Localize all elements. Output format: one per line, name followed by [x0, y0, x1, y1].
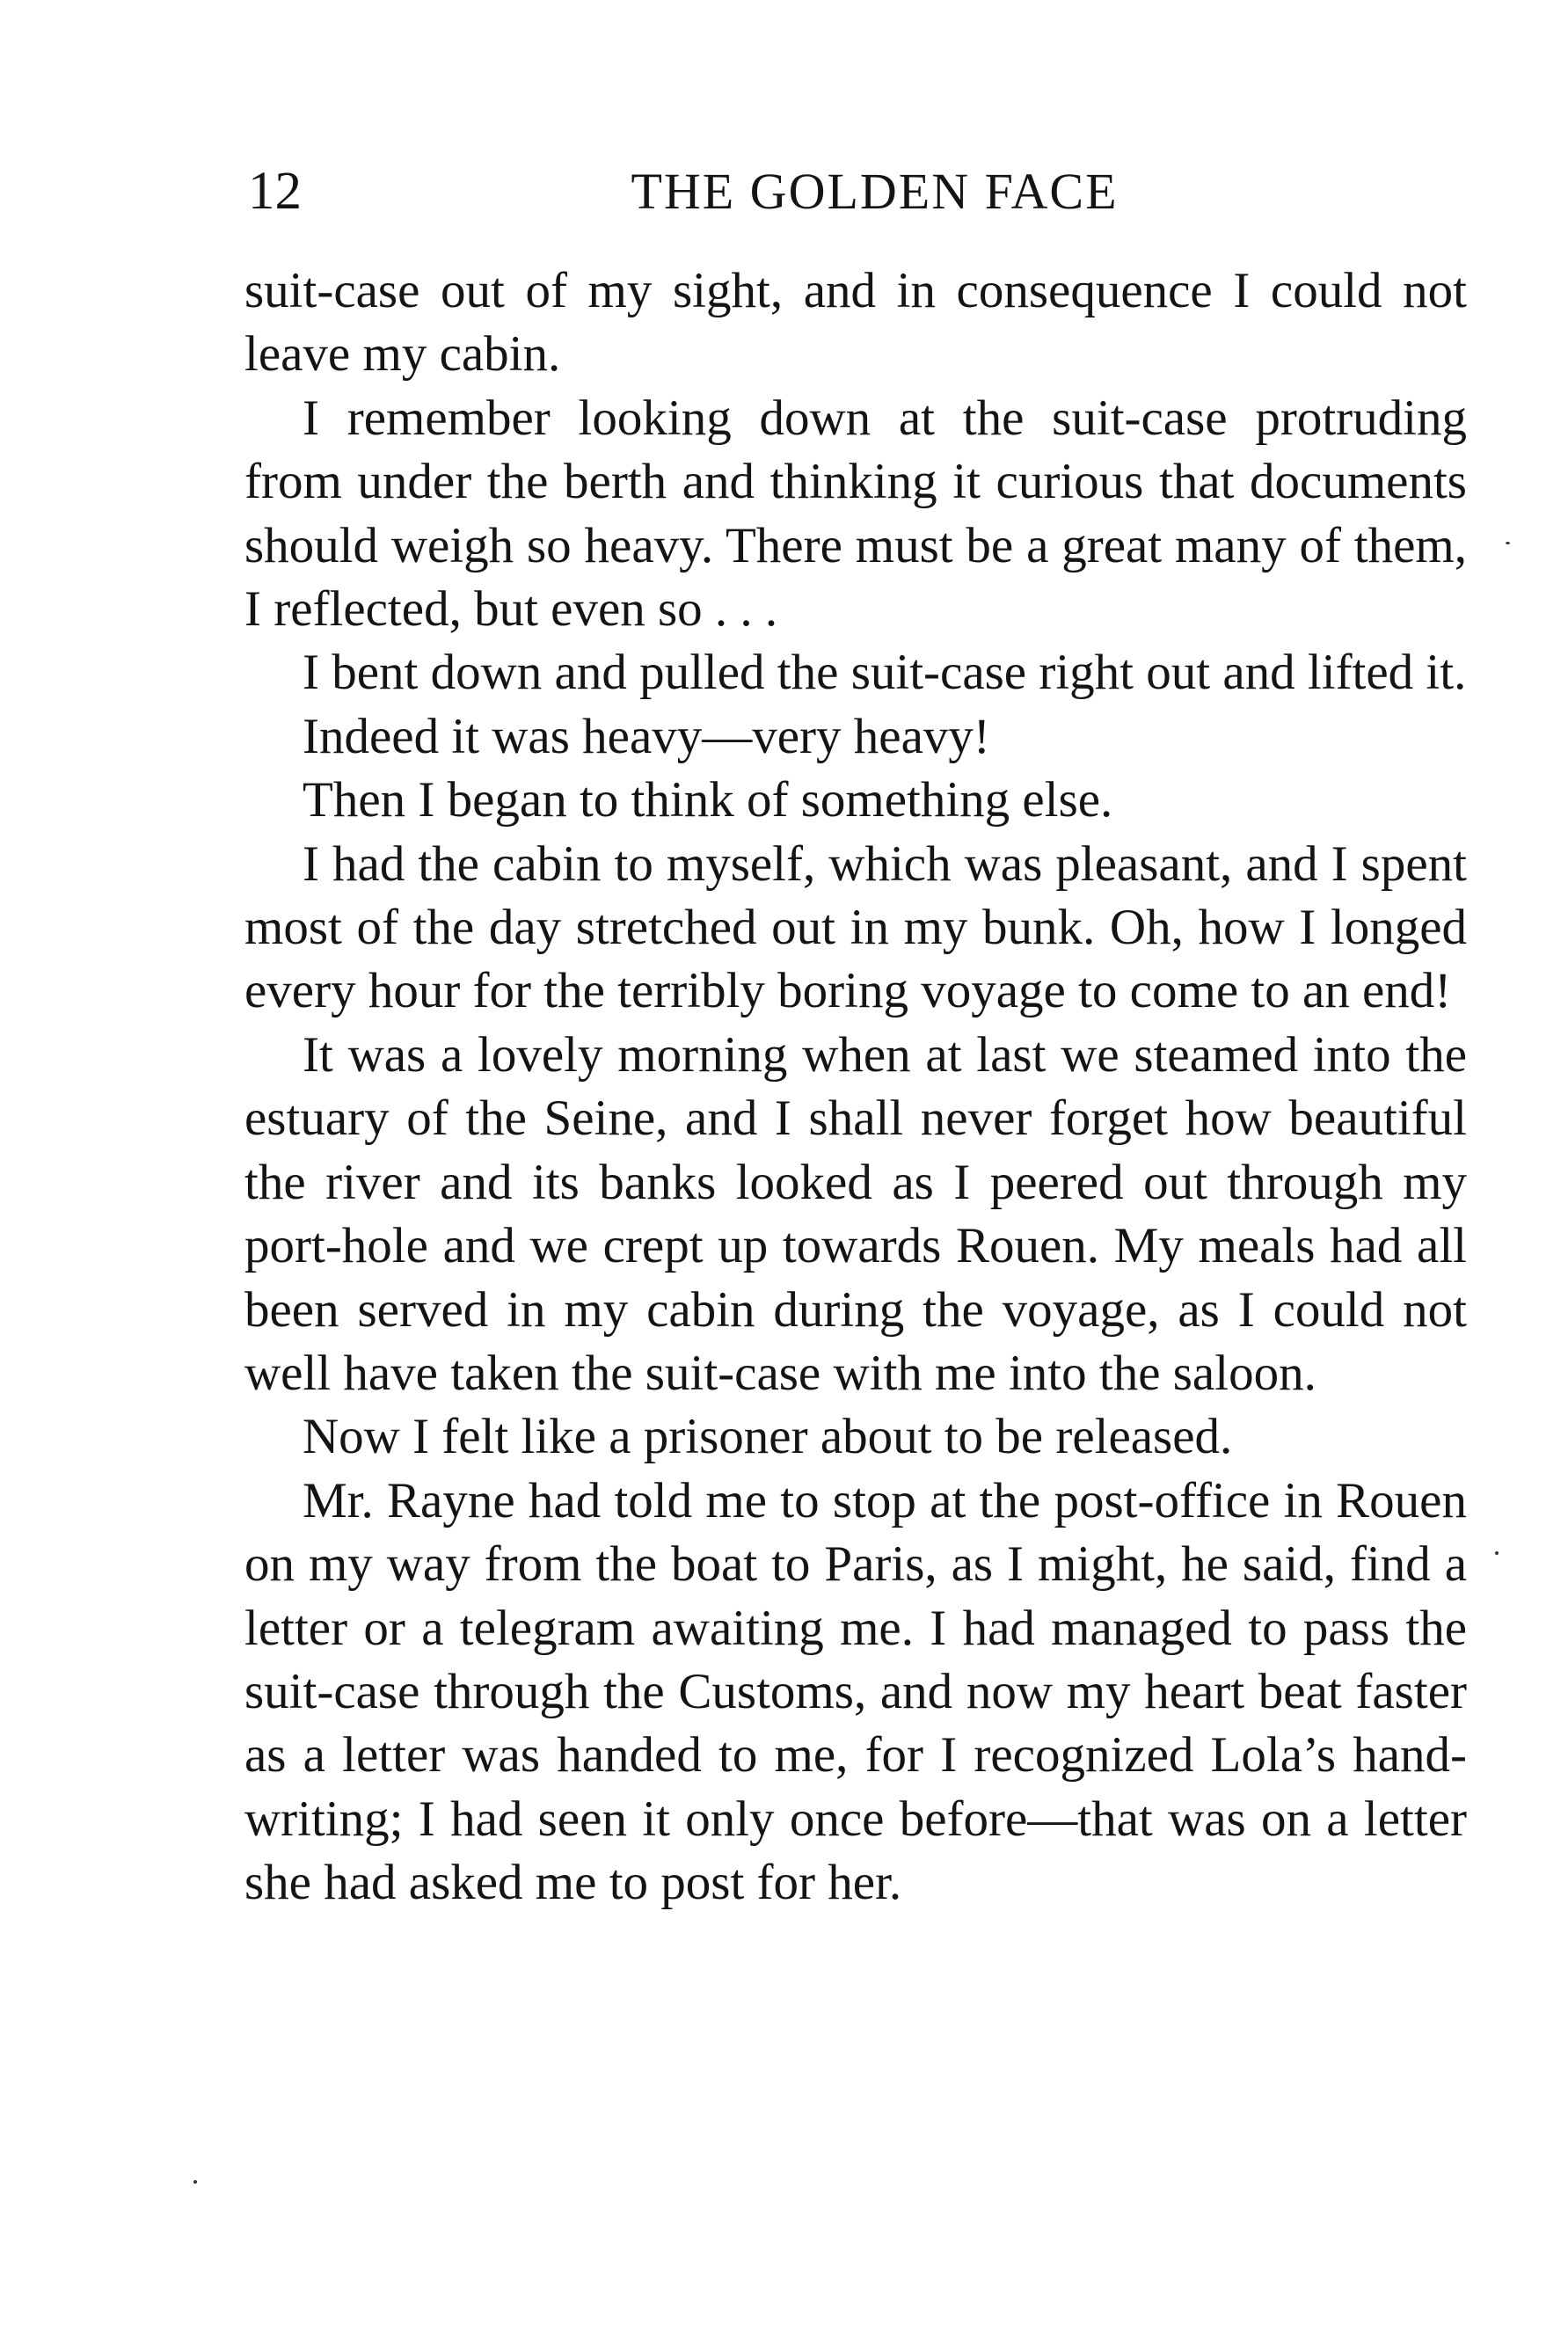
paragraph: I had the cabin to myself, which was pleasant, and I spent most of the day stretched out in my bunk. Oh, how I longed every hour for the terribly boring voyage to come to an end!: [244, 835, 1467, 1019]
scan-speck: [1495, 1551, 1499, 1555]
paragraph: It was a lovely morning when at last we steamed into the estuary of the Seine, and I shall never forget how beautiful the river and its banks looked as I peered out through my port-hole and we crept up towards Rouen. My meals had all been served in my cabin during the voyage, as I could not well have taken the suit-case with me into the saloon.: [244, 1026, 1467, 1401]
paragraph: Mr. Rayne had told me to stop at the post-office in Rouen on my way from the boat to Paris, as I might, he said, find a letter or a telegram awaiting me. I had managed to pass the suit-case through the Customs, and now my heart beat faster as a letter was handed to me, for I recognized Lola’s handwriting; I had seen it only once before—that was on a letter she had asked me to post for her.: [244, 1472, 1467, 1911]
book-title: THE GOLDEN FACE: [631, 163, 1119, 220]
running-head: [248, 157, 1466, 227]
page-number: 12: [248, 162, 302, 221]
scan-speck: [1506, 542, 1510, 544]
paragraph: Indeed it was heavy—very heavy!: [303, 708, 990, 764]
paragraph: I bent down and pulled the suit-case right out and lifted it.: [303, 645, 1467, 701]
body-text: [244, 259, 1467, 1915]
paragraph: Then I began to think of something else.: [303, 772, 1113, 828]
paragraph: I remember looking down at the suit-case protruding from under the berth and thinking it curious that documents should weigh so heavy. There must be a great many of them, I reflected, but even so . . .: [244, 390, 1467, 638]
scan-speck: [193, 2180, 197, 2184]
paragraph: suit-case out of my sight, and in consequence I could not leave my cabin.: [244, 263, 1467, 383]
paragraph: Now I felt like a prisoner about to be released.: [303, 1409, 1233, 1465]
